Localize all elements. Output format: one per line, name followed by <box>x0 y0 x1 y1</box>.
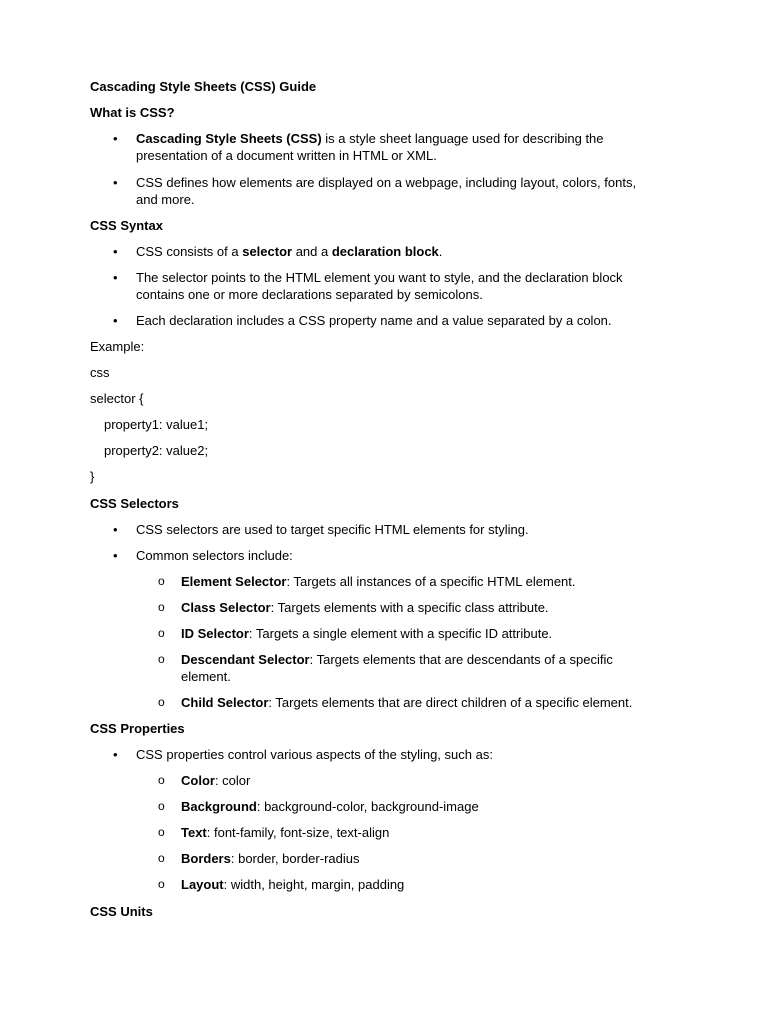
section-heading-css-syntax: CSS Syntax <box>90 218 163 233</box>
bullet-glyph: • <box>113 548 118 563</box>
sub-bullet-glyph: o <box>158 851 165 865</box>
bullet-glyph: • <box>113 747 118 762</box>
sub-bullet-glyph: o <box>158 773 165 787</box>
sub-list-item: ID Selector: Targets a single element with a specific ID attribute. <box>181 626 553 641</box>
list-item: CSS properties control various aspects of the styling, such as: <box>136 747 493 762</box>
sub-bullet-glyph: o <box>158 652 165 666</box>
document-title: Cascading Style Sheets (CSS) Guide <box>90 79 317 94</box>
sub-list-item: Color: color <box>181 773 251 788</box>
bullet-glyph: • <box>113 522 118 537</box>
sub-bullet-glyph: o <box>158 600 165 614</box>
list-item: Cascading Style Sheets (CSS) is a style sheet language used for describing the <box>136 131 604 146</box>
code-line: selector { <box>90 391 144 406</box>
sub-list-item: Borders: border, border-radius <box>181 851 360 866</box>
sub-list-item: Child Selector: Targets elements that are direct children of a specific element. <box>181 695 633 710</box>
sub-list-item: Class Selector: Targets elements with a specific class attribute. <box>181 600 549 615</box>
section-heading-what-is-css: What is CSS? <box>90 105 175 120</box>
sub-list-item: Background: background-color, background-image <box>181 799 479 814</box>
sub-bullet-glyph: o <box>158 825 165 839</box>
code-line: } <box>90 469 95 484</box>
bullet-glyph: • <box>113 131 118 146</box>
bullet-glyph: • <box>113 270 118 285</box>
code-line: property2: value2; <box>104 443 209 458</box>
sub-bullet-glyph: o <box>158 877 165 891</box>
sub-list-item: Element Selector: Targets all instances of a specific HTML element. <box>181 574 576 589</box>
sub-list-item: Text: font-family, font-size, text-align <box>181 825 390 840</box>
sub-bullet-glyph: o <box>158 799 165 813</box>
list-item: The selector points to the HTML element you want to style, and the declaration block <box>136 270 623 285</box>
list-item: CSS selectors are used to target specific HTML elements for styling. <box>136 522 529 537</box>
bullet-glyph: • <box>113 175 118 190</box>
section-heading-css-properties: CSS Properties <box>90 721 185 736</box>
sub-list-item: Layout: width, height, margin, padding <box>181 877 405 892</box>
list-item: Common selectors include: <box>136 548 293 563</box>
list-item-continuation: presentation of a document written in HTML or XML. <box>136 148 437 163</box>
list-item: CSS defines how elements are displayed on a webpage, including layout, colors, fonts, <box>136 175 637 190</box>
code-language-label: css <box>90 365 110 380</box>
list-item: Each declaration includes a CSS property name and a value separated by a colon. <box>136 313 612 328</box>
sub-bullet-glyph: o <box>158 695 165 709</box>
bullet-glyph: • <box>113 244 118 259</box>
list-item: CSS consists of a selector and a declaration block. <box>136 244 443 259</box>
list-item-continuation: contains one or more declarations separated by semicolons. <box>136 287 483 302</box>
sub-bullet-glyph: o <box>158 574 165 588</box>
section-heading-css-units: CSS Units <box>90 904 153 919</box>
bullet-glyph: • <box>113 313 118 328</box>
code-line: property1: value1; <box>104 417 209 432</box>
sub-list-item: Descendant Selector: Targets elements that are descendants of a specific <box>181 652 613 667</box>
list-item-continuation: and more. <box>136 192 195 207</box>
example-label: Example: <box>90 339 145 354</box>
section-heading-css-selectors: CSS Selectors <box>90 496 179 511</box>
sub-bullet-glyph: o <box>158 626 165 640</box>
sub-list-item-continuation: element. <box>181 669 231 684</box>
